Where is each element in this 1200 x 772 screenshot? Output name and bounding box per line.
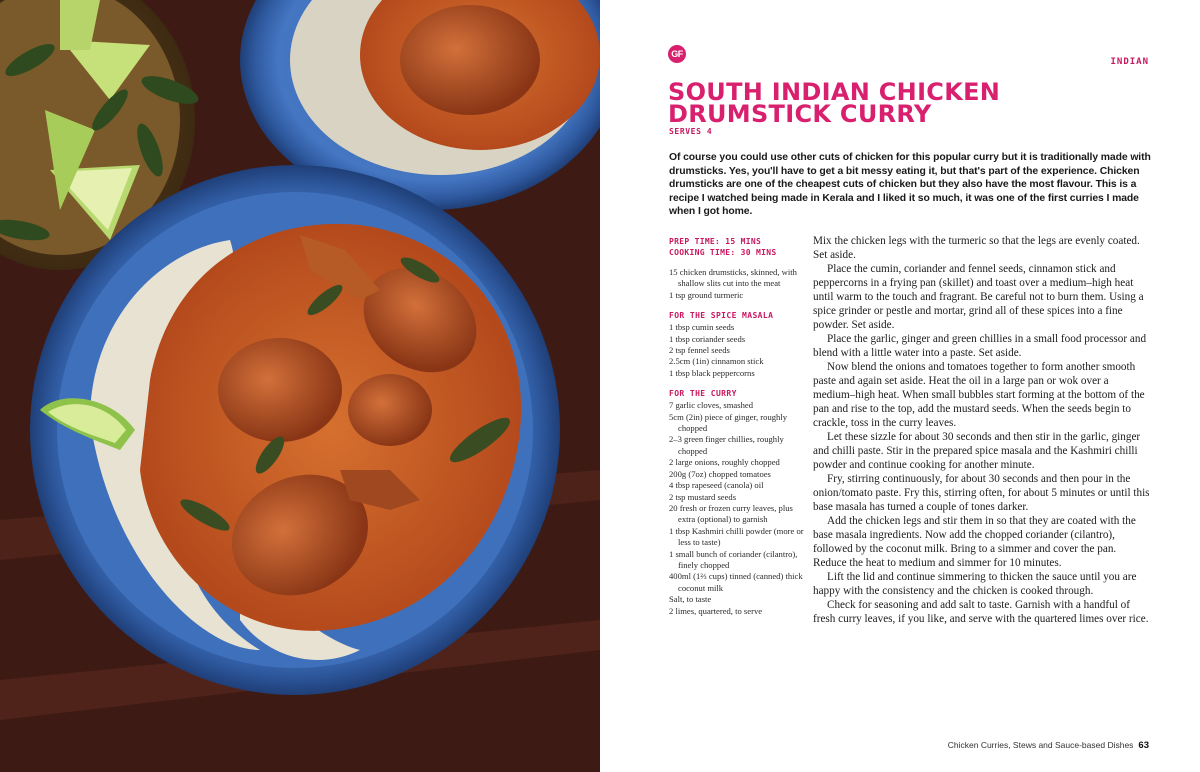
ingredient-item: 5cm (2in) piece of ginger, roughly chopped xyxy=(669,411,788,434)
ingredient-item: 1 small bunch of coriander (cilantro), finely chopped xyxy=(669,548,798,570)
ingredient-item: 1 tsp ground turmeric xyxy=(669,289,744,300)
recipe-title: SOUTH INDIAN CHICKEN DRUMSTICK CURRY xyxy=(668,78,1001,128)
ingredient-item: 2–3 green finger chillies, roughly chopped xyxy=(669,434,784,456)
chapter-title: Chicken Curries, Stews and Sauce-based Dishes xyxy=(947,740,1134,750)
ingredient-item: 7 garlic cloves, smashed xyxy=(669,400,754,411)
prep-time: PREP TIME: 15 MINS xyxy=(669,237,762,246)
page-number: 63 xyxy=(1138,740,1149,751)
category-label: INDIAN xyxy=(1110,57,1149,67)
method-paragraph: Let these sizzle for about 30 seconds and then stir in the garlic, ginger and chilli paste. Stir in the prepared spice masala and the Kashmiri chilli powder and continue cooking for another minute. xyxy=(813,431,1141,471)
method-paragraph: Place the cumin, coriander and fennel seeds, cinnamon stick and peppercorns in a frying pan (skillet) and toast over a medium–high heat until warm to the touch and fragrant. Be careful not to burn them. Using a spice grinder or pestle and mortar, grind all of these spices into a fine powder. Set aside. xyxy=(813,263,1144,331)
ingredients-column xyxy=(669,236,804,617)
ingredient-item: 2.5cm (1in) cinnamon stick xyxy=(669,356,764,367)
ingredients-curry-list xyxy=(669,400,804,617)
method-paragraph: Mix the chicken legs with the turmeric so that the legs are evenly coated. Set aside. xyxy=(813,235,1140,261)
method-paragraph: Place the garlic, ginger and green chillies in a small food processor and blend with a little water into a paste. Set aside. xyxy=(813,333,1147,359)
method-paragraph: Add the chicken legs and stir them in so that they are coated with the base masala ingredients. Now add the chopped coriander (cilantro), followed by the coconut milk. Bring to a simmer and cover the pan. Reduce the heat to medium and simmer for 10 minutes. xyxy=(813,515,1136,569)
ingredient-item: 20 fresh or frozen curry leaves, plus extra (optional) to garnish xyxy=(669,502,793,525)
gluten-free-badge-icon: GF xyxy=(668,45,686,63)
ingredient-item: 1 tbsp coriander seeds xyxy=(669,333,746,344)
ingredients-main-list xyxy=(669,267,804,301)
ingredient-item: 2 large onions, roughly chopped xyxy=(669,457,780,468)
method-paragraph: Now blend the onions and tomatoes together to form another smooth paste and again set aside. Heat the oil in a large pan or wok over a medium–high heat. When small bubbles start forming at the bottom of the pan and rise to the top, add the mustard seeds. When the seeds begin to crackle, toss in the curry leaves. xyxy=(813,361,1145,429)
serves-label: SERVES 4 xyxy=(669,127,713,136)
ingredient-item: 2 tsp mustard seeds xyxy=(669,491,737,502)
ingredient-item: 1 tbsp black peppercorns xyxy=(669,367,755,378)
method-text xyxy=(813,234,1151,626)
spice-masala-heading: FOR THE SPICE MASALA xyxy=(669,311,774,321)
ingredient-item: 4 tbsp rapeseed (canola) oil xyxy=(669,480,764,491)
ingredient-item: 15 chicken drumsticks, skinned, with shallow slits cut into the meat xyxy=(669,267,797,289)
ingredient-item: 2 tsp fennel seeds xyxy=(669,345,730,356)
ingredient-item: Salt, to taste xyxy=(669,594,712,605)
ingredient-item: 1 tbsp Kashmiri chilli powder (more or less to taste) xyxy=(669,525,804,548)
cooking-time: COOKING TIME: 30 MINS xyxy=(669,248,777,257)
ingredient-item: 400ml (1⅔ cups) tinned (canned) thick coconut milk xyxy=(669,571,803,593)
recipe-intro: Of course you could use other cuts of chicken for this popular curry but it is traditionally made with drumsticks. Yes, you'll have to get a bit messy eating it, but that's part of the experience. Chicken drumsticks are one of the cheapest cuts of chicken but they also have the most flavour. This is a recipe I watched being made in Kerala and I liked it so much, it was one of the first curries I made when I got home. xyxy=(669,152,1151,218)
page-footer xyxy=(948,740,1149,751)
method-paragraph: Fry, stirring continuously, for about 30 seconds and then pour in the onion/tomato paste. Fry this, stirring often, for about 5 minutes or until this base masala has turned a couple of tones darker. xyxy=(813,473,1150,513)
ingredient-item: 200g (7oz) chopped tomatoes xyxy=(669,468,771,479)
ingredients-spice-list xyxy=(669,322,804,379)
ingredient-item: 2 limes, quartered, to serve xyxy=(669,605,763,616)
method-paragraph: Check for seasoning and add salt to taste. Garnish with a handful of fresh curry leaves, if you like, and serve with the quartered limes over rice. xyxy=(813,599,1149,625)
curry-heading: FOR THE CURRY xyxy=(669,389,737,399)
recipe-page xyxy=(600,0,1200,772)
method-paragraph: Lift the lid and continue simmering to thicken the sauce until you are happy with the consistency and the chicken is cooked through. xyxy=(813,571,1137,597)
ingredient-item: 1 tbsp cumin seeds xyxy=(669,322,735,333)
